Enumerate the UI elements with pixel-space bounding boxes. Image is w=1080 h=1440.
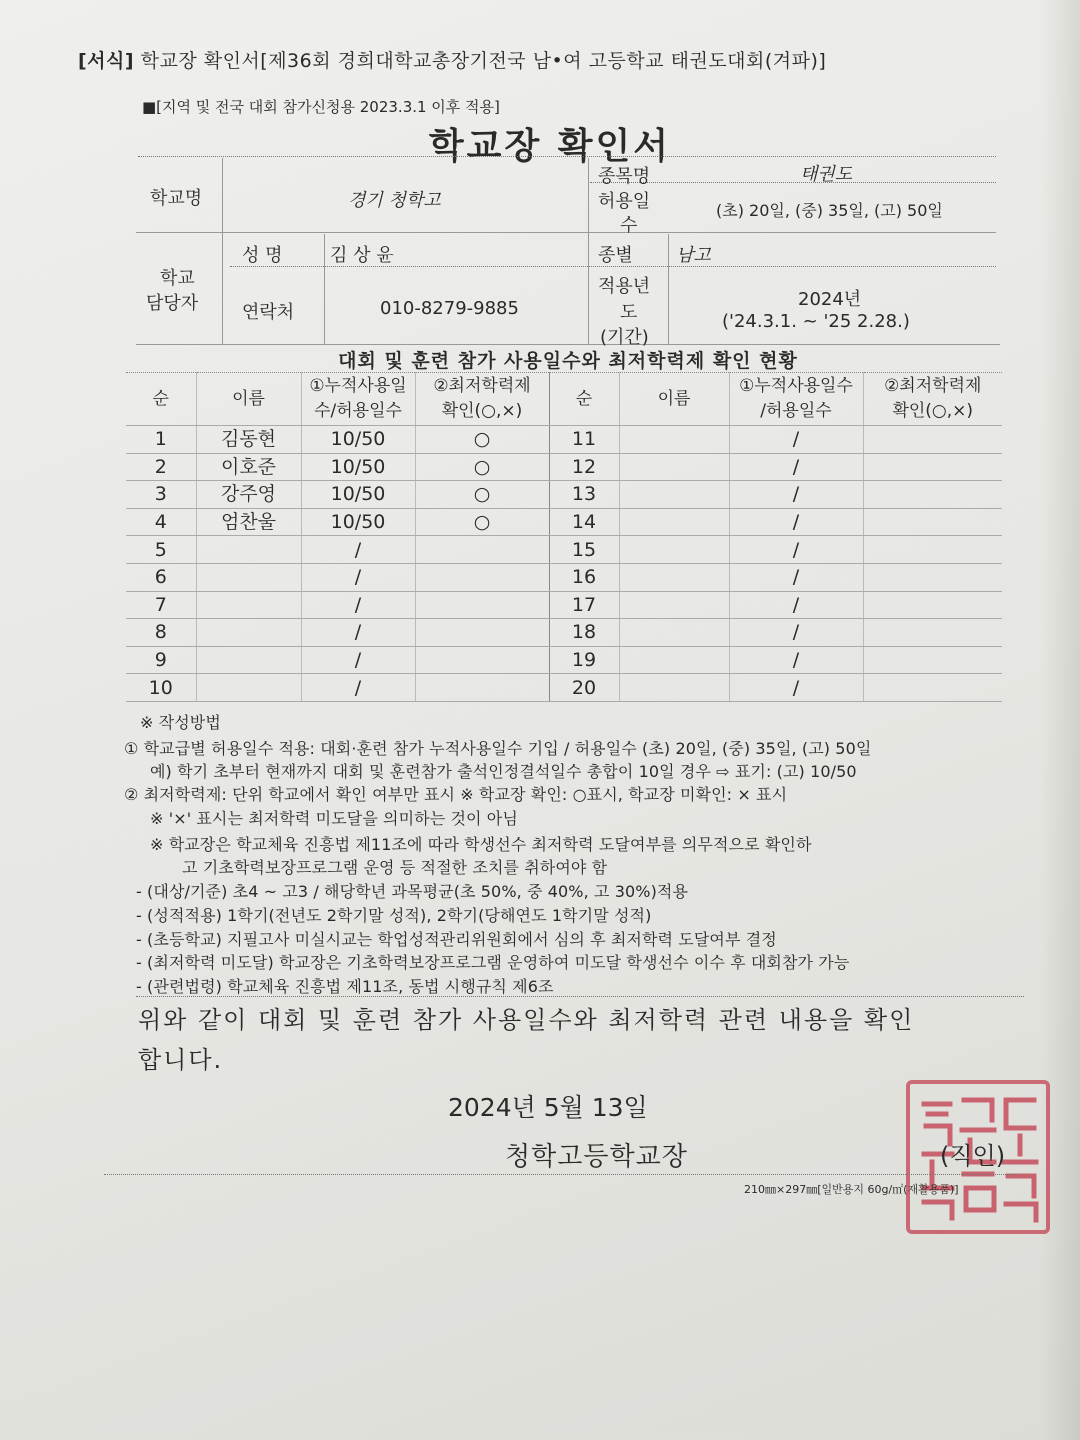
cell-no-r: 18 <box>549 619 619 647</box>
cell-name <box>196 674 301 702</box>
cell-days-r: / <box>729 536 863 564</box>
cell-check-r <box>863 563 1002 591</box>
cell-name-r <box>619 646 729 674</box>
cell-name: 엄찬울 <box>196 508 301 536</box>
cell-no: 5 <box>126 536 196 564</box>
table-row <box>126 646 1002 674</box>
notes-heading: ※ 작성방법 <box>140 713 221 732</box>
year-value: 2024년 <box>798 289 862 310</box>
note-d3: - (초등학교) 지필고사 미실시교는 학업성적관리위원회에서 심의 후 최저학력 도달여부 결정 <box>136 930 777 949</box>
cell-days: 10/50 <box>301 453 415 481</box>
cell-no: 9 <box>126 646 196 674</box>
table-row <box>126 563 1002 591</box>
cell-no: 8 <box>126 619 196 647</box>
manager-name: 김 상 윤 <box>330 245 394 266</box>
cell-check <box>415 563 549 591</box>
cell-name: 김동현 <box>196 426 301 454</box>
gender-value: 남고 <box>676 245 711 266</box>
info-line <box>590 182 996 183</box>
info-divider <box>222 158 223 344</box>
cell-days-r: / <box>729 481 863 509</box>
cell-days: / <box>301 674 415 702</box>
info-line <box>136 344 1000 345</box>
cell-name-r <box>619 481 729 509</box>
cell-days: 10/50 <box>301 508 415 536</box>
contact-label: 연락처 <box>242 302 295 323</box>
cell-check-r <box>863 508 1002 536</box>
cell-name-r <box>619 536 729 564</box>
table-row <box>126 426 1002 454</box>
table-row <box>126 619 1002 647</box>
cell-name <box>196 619 301 647</box>
table-row <box>126 481 1002 509</box>
cell-days-r: / <box>729 563 863 591</box>
table-header-row <box>126 373 1002 426</box>
period-value: ('24.3.1. ~ '25 2.28.) <box>722 311 910 332</box>
form-header: [서식] 학교장 확인서[제36회 경희대학교총장기전국 남•여 고등학교 태권도대회(겨파)] <box>78 50 827 72</box>
cell-check <box>415 619 549 647</box>
cell-days-r: / <box>729 619 863 647</box>
notes-bottom-line <box>136 996 1024 997</box>
cell-no-r: 13 <box>549 481 619 509</box>
cell-no-r: 14 <box>549 508 619 536</box>
note-2: ② 최저학력제: 단위 학교에서 확인 여부만 표시 ※ 학교장 확인: ○표시, 학교장 미확인: × 표시 <box>124 785 788 804</box>
table-row <box>126 591 1002 619</box>
cell-name <box>196 536 301 564</box>
cell-no: 4 <box>126 508 196 536</box>
col-name-right: 이름 <box>619 373 729 426</box>
allowed-days-label: 허용일 <box>598 191 651 212</box>
cell-no-r: 17 <box>549 591 619 619</box>
table-row <box>126 453 1002 481</box>
info-line <box>136 232 996 233</box>
cell-no: 10 <box>126 674 196 702</box>
cell-check-r <box>863 646 1002 674</box>
sport-label: 종목명 <box>598 166 651 187</box>
cell-days-r: / <box>729 453 863 481</box>
cell-check: ○ <box>415 508 549 536</box>
note-d5: - (관련법령) 학교체육 진흥법 제11조, 동법 시행규칙 제6조 <box>136 977 554 996</box>
note-2c: 고 기초학력보장프로그램 운영 등 적절한 조치를 취하여야 함 <box>182 858 608 877</box>
cell-name <box>196 646 301 674</box>
cell-name: 강주영 <box>196 481 301 509</box>
cell-check-r <box>863 426 1002 454</box>
cell-check-r <box>863 674 1002 702</box>
cell-no: 6 <box>126 563 196 591</box>
col-no: 순 <box>126 373 196 426</box>
name-label: 성 명 <box>242 245 283 266</box>
year-label: (기간) <box>600 327 649 348</box>
year-label: 도 <box>620 302 638 323</box>
cell-days-r: / <box>729 646 863 674</box>
sport-value: 태권도 <box>800 164 853 185</box>
note-d1: - (대상/기준) 초4 ~ 고3 / 해당학년 과목평균(초 50%, 중 40%, 고 30%)적용 <box>136 882 689 901</box>
cell-no-r: 19 <box>549 646 619 674</box>
note-d4: - (최저학력 미도달) 학교장은 기초학력보장프로그램 운영하여 미도달 학생선수 이수 후 대회참가 가능 <box>136 953 850 972</box>
col-no-right: 순 <box>549 373 619 426</box>
cell-days-r: / <box>729 508 863 536</box>
col-days: ①누적사용일 수/허용일수 <box>301 373 415 426</box>
section-title: 대회 및 훈련 참가 사용일수와 최저학력제 확인 현황 <box>338 350 798 372</box>
cell-days-r: / <box>729 591 863 619</box>
cell-name <box>196 563 301 591</box>
confirm-text-end: 합니다. <box>138 1046 224 1074</box>
cell-name-r <box>619 619 729 647</box>
issue-date: 2024년 5월 13일 <box>448 1093 648 1122</box>
cell-name <box>196 591 301 619</box>
col-days-right: ①누적사용일수 /허용일수 <box>729 373 863 426</box>
cell-days: / <box>301 563 415 591</box>
cell-days-r: / <box>729 426 863 454</box>
document-title: 학교장 확인서 <box>428 126 672 167</box>
cell-no: 2 <box>126 453 196 481</box>
cell-no: 3 <box>126 481 196 509</box>
col-name: 이름 <box>196 373 301 426</box>
note-1b: 예) 학기 초부터 현재까지 대회 및 훈련참가 출석인정결석일수 총합이 10일 경우 ⇨ 표기: (고) 10/50 <box>150 762 857 781</box>
cell-no-r: 15 <box>549 536 619 564</box>
cell-check-r <box>863 536 1002 564</box>
allowed-days-label: 수 <box>620 215 638 236</box>
principal-title: 청학고등학교장 <box>505 1142 688 1172</box>
col-check-right: ②최저학력제 확인(○,×) <box>863 373 1002 426</box>
cell-check: ○ <box>415 426 549 454</box>
cell-days: / <box>301 536 415 564</box>
cell-check <box>415 646 549 674</box>
cell-check-r <box>863 453 1002 481</box>
gender-label: 종별 <box>598 245 633 266</box>
info-divider <box>588 158 589 344</box>
cell-name-r <box>619 674 729 702</box>
cell-name-r <box>619 563 729 591</box>
table-row <box>126 674 1002 702</box>
cell-check-r <box>863 591 1002 619</box>
paper-spec: 210㎜×297㎜[일반용지 60g/㎡(재활용품)] <box>744 1183 959 1196</box>
cell-days-r: / <box>729 674 863 702</box>
cell-no-r: 12 <box>549 453 619 481</box>
confirm-text: 위와 같이 대회 및 훈련 참가 사용일수와 최저학력 관련 내용을 확인 <box>138 1006 915 1034</box>
manager-label: 담당자 <box>146 293 199 314</box>
cell-check-r <box>863 481 1002 509</box>
note-2a: ※ '×' 표시는 최저학력 미도달을 의미하는 것이 아님 <box>150 809 518 828</box>
cell-no-r: 20 <box>549 674 619 702</box>
cell-days: / <box>301 619 415 647</box>
cell-check <box>415 536 549 564</box>
note-2b: ※ 학교장은 학교체육 진흥법 제11조에 따라 학생선수 최저학력 도달여부를 의무적으로 확인하 <box>150 835 812 854</box>
note-d2: - (성적적용) 1학기(전년도 2학기말 성적), 2학기(당해연도 1학기말 성적) <box>136 906 652 925</box>
form-subheader: ■[지역 및 전국 대회 참가신청용 2023.3.1 이후 적용] <box>142 98 500 116</box>
note-1: ① 학교급별 허용일수 적용: 대회·훈련 참가 누적사용일수 기입 / 허용일수 (초) 20일, (중) 35일, (고) 50일 <box>124 739 872 758</box>
cell-days: 10/50 <box>301 481 415 509</box>
cell-no-r: 16 <box>549 563 619 591</box>
info-divider <box>668 234 669 344</box>
cell-days: / <box>301 591 415 619</box>
roster-table <box>126 372 1002 702</box>
cell-name-r <box>619 426 729 454</box>
col-check: ②최저학력제 확인(○,×) <box>415 373 549 426</box>
table-row <box>126 508 1002 536</box>
cell-days: / <box>301 646 415 674</box>
cell-name: 이호준 <box>196 453 301 481</box>
cell-name-r <box>619 453 729 481</box>
info-top-line <box>138 156 996 157</box>
cell-check: ○ <box>415 453 549 481</box>
cell-no: 1 <box>126 426 196 454</box>
school-value: 경기 청학고 <box>348 190 441 211</box>
cell-check-r <box>863 619 1002 647</box>
cell-check <box>415 591 549 619</box>
table-row <box>126 536 1002 564</box>
cell-name-r <box>619 591 729 619</box>
footer-line <box>104 1174 1020 1175</box>
cell-no: 7 <box>126 591 196 619</box>
school-label: 학교명 <box>150 188 203 209</box>
seal-label: (직인) <box>940 1142 1006 1170</box>
contact-value: 010-8279-9885 <box>380 298 519 319</box>
cell-days: 10/50 <box>301 426 415 454</box>
year-label: 적용년 <box>598 276 651 297</box>
allowed-days-value: (초) 20일, (중) 35일, (고) 50일 <box>716 201 943 220</box>
cell-no-r: 11 <box>549 426 619 454</box>
cell-check <box>415 674 549 702</box>
manager-label: 학교 <box>160 268 195 289</box>
cell-name-r <box>619 508 729 536</box>
cell-check: ○ <box>415 481 549 509</box>
info-divider <box>324 234 325 344</box>
